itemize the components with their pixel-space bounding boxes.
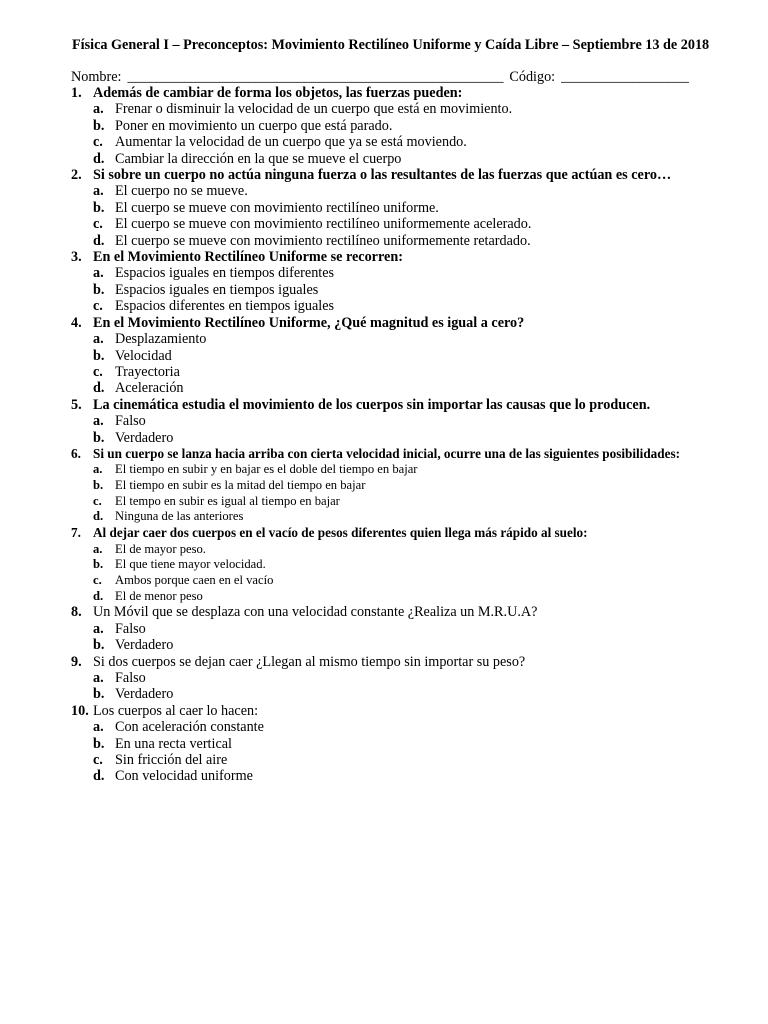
option-text: El de menor peso: [115, 588, 203, 603]
option-letter: a.: [93, 462, 103, 477]
question-5: [71, 397, 731, 446]
question-number: 2.: [71, 167, 82, 184]
question-text: Si sobre un cuerpo no actúa ninguna fuerza o las resultantes de las fuerzas que actúan es cero…: [93, 167, 672, 184]
option-text: Falso: [115, 413, 146, 430]
option-text: Trayectoria: [115, 363, 180, 380]
option-letter: d.: [93, 768, 105, 785]
question-number: 5.: [71, 396, 82, 413]
option-text: Sin fricción del aire: [115, 752, 228, 769]
question-9: [71, 654, 731, 703]
option-letter: b.: [93, 637, 105, 654]
name-label: Nombre:: [71, 69, 122, 85]
answer-option: [71, 151, 731, 167]
option-letter: b.: [93, 478, 104, 493]
question-text: La cinemática estudia el movimiento de los cuerpos sin importar las causas que lo producen.: [93, 396, 651, 413]
option-letter: c.: [93, 134, 103, 151]
answer-option: [71, 413, 731, 429]
question-text: Si dos cuerpos se dejan caer ¿Llegan al mismo tiempo sin importar su peso?: [93, 653, 526, 670]
answer-option: [71, 462, 731, 478]
option-letter: a.: [93, 541, 103, 556]
option-text: Verdadero: [115, 637, 174, 654]
option-letter: c.: [93, 363, 103, 380]
answer-option: [71, 298, 731, 314]
option-text: Espacios iguales en tiempos diferentes: [115, 265, 335, 282]
option-text: Aumentar la velocidad de un cuerpo que ya se está moviendo.: [115, 134, 467, 151]
option-text: El tiempo en subir es la mitad del tiempo en bajar: [115, 478, 366, 493]
option-letter: c.: [93, 572, 102, 587]
option-text: Verdadero: [115, 686, 174, 703]
question-7: [71, 525, 731, 604]
option-letter: d.: [93, 509, 104, 524]
question-10: [71, 703, 731, 785]
option-letter: a.: [93, 719, 104, 736]
answer-option: [71, 265, 731, 281]
answer-option: [71, 768, 731, 784]
answer-option: [71, 670, 731, 686]
option-text: Ninguna de las anteriores: [115, 509, 244, 524]
question-4: [71, 315, 731, 397]
answer-option: [71, 736, 731, 752]
question-number: 3.: [71, 249, 82, 266]
option-text: En una recta vertical: [115, 735, 232, 752]
option-letter: c.: [93, 216, 103, 233]
question-3: [71, 249, 731, 315]
question-text: Los cuerpos al caer lo hacen:: [93, 702, 259, 719]
option-text: El tempo en subir es igual al tiempo en bajar: [115, 493, 340, 508]
option-text: Aceleración: [115, 380, 184, 397]
answer-option: [71, 364, 731, 380]
question-2: [71, 167, 731, 249]
question-1: [71, 85, 731, 167]
question-text: Al dejar caer dos cuerpos en el vacío de pesos diferentes quien llega más rápido al suelo:: [93, 525, 588, 541]
name-blank: _____________________________________________________: [127, 69, 504, 85]
answer-option: [71, 557, 731, 573]
answer-option: [71, 752, 731, 768]
question-number: 6.: [71, 445, 81, 461]
option-text: Con velocidad uniforme: [115, 768, 253, 785]
answer-option: [71, 621, 731, 637]
answer-option: [71, 430, 731, 446]
option-letter: b.: [93, 735, 105, 752]
question-number: 9.: [71, 653, 82, 670]
code-blank: __________________: [561, 69, 689, 85]
answer-option: [71, 478, 731, 494]
question-number: 7.: [71, 525, 81, 541]
option-letter: a.: [93, 183, 104, 200]
option-letter: c.: [93, 493, 102, 508]
option-text: Falso: [115, 670, 146, 686]
option-letter: b.: [93, 117, 105, 134]
question-number: 1.: [71, 85, 82, 101]
option-text: Ambos porque caen en el vacío: [115, 572, 274, 587]
question-text: En el Movimiento Rectilíneo Uniforme, ¿Qué magnitud es igual a cero?: [93, 314, 525, 331]
option-letter: a.: [93, 101, 104, 118]
answer-option: [71, 380, 731, 396]
option-letter: b.: [93, 347, 105, 364]
answer-option: [71, 101, 731, 117]
code-label: Código:: [509, 69, 556, 85]
option-text: Espacios iguales en tiempos iguales: [115, 281, 319, 298]
option-text: Espacios diferentes en tiempos iguales: [115, 298, 335, 315]
question-text: Si un cuerpo se lanza hacia arriba con cierta velocidad inicial, ocurre una de las siguientes posibilidades:: [93, 445, 680, 461]
option-text: Falso: [115, 620, 146, 637]
answer-option: [71, 637, 731, 653]
option-text: El que tiene mayor velocidad.: [115, 557, 266, 572]
answer-option: [71, 183, 731, 199]
question-list: [71, 85, 731, 785]
option-text: Poner en movimiento un cuerpo que está parado.: [115, 117, 393, 134]
answer-option: [71, 573, 731, 589]
option-letter: d.: [93, 150, 105, 167]
option-text: El de mayor peso.: [115, 541, 206, 556]
option-text: El cuerpo se mueve con movimiento rectilíneo uniformemente retardado.: [115, 232, 531, 249]
answer-option: [71, 282, 731, 298]
question-text: Un Móvil que se desplaza con una velocidad constante ¿Realiza un M.R.U.A?: [93, 604, 538, 621]
answer-option: [71, 118, 731, 134]
answer-option: [71, 509, 731, 525]
name-code-line: [71, 69, 711, 86]
option-letter: b.: [93, 199, 105, 216]
option-letter: d.: [93, 380, 105, 397]
question-number: 8.: [71, 604, 82, 621]
option-text: Frenar o disminuir la velocidad de un cuerpo que está en movimiento.: [115, 101, 513, 118]
question-number: 4.: [71, 314, 82, 331]
question-text: Además de cambiar de forma los objetos, las fuerzas pueden:: [93, 85, 463, 101]
option-text: El tiempo en subir y en bajar es el doble del tiempo en bajar: [115, 462, 418, 477]
option-text: Desplazamiento: [115, 331, 207, 348]
question-text: En el Movimiento Rectilíneo Uniforme se recorren:: [93, 249, 403, 266]
option-letter: a.: [93, 620, 104, 637]
option-letter: b.: [93, 557, 104, 572]
answer-option: [71, 686, 731, 702]
answer-option: [71, 542, 731, 558]
answer-option: [71, 589, 731, 605]
option-text: El cuerpo se mueve con movimiento rectilíneo uniformemente acelerado.: [115, 216, 532, 233]
option-letter: a.: [93, 265, 104, 282]
answer-option: [71, 331, 731, 347]
answer-option: [71, 216, 731, 232]
document-title: Física General I – Preconceptos: Movimiento Rectilíneo Uniforme y Caída Libre – Septiembre 13 de 2018: [72, 37, 710, 53]
question-6: [71, 446, 731, 525]
option-letter: d.: [93, 588, 104, 603]
answer-option: [71, 494, 731, 510]
option-letter: c.: [93, 298, 103, 315]
answer-option: [71, 348, 731, 364]
option-letter: b.: [93, 281, 105, 298]
option-letter: b.: [93, 686, 105, 703]
answer-option: [71, 233, 731, 249]
option-letter: c.: [93, 752, 103, 769]
question-number: 10.: [71, 702, 89, 719]
option-text: El cuerpo se mueve con movimiento rectilíneo uniforme.: [115, 199, 439, 216]
option-letter: a.: [93, 331, 104, 348]
answer-option: [71, 134, 731, 150]
option-text: Cambiar la dirección en la que se mueve el cuerpo: [115, 150, 402, 167]
answer-option: [71, 200, 731, 216]
option-text: Velocidad: [115, 347, 172, 364]
option-text: Con aceleración constante: [115, 719, 264, 736]
answer-option: [71, 719, 731, 735]
option-letter: b.: [93, 429, 105, 446]
option-text: Verdadero: [115, 429, 174, 446]
option-letter: a.: [93, 413, 104, 430]
option-text: El cuerpo no se mueve.: [115, 183, 248, 200]
option-letter: a.: [93, 670, 104, 686]
question-8: [71, 604, 731, 653]
option-letter: d.: [93, 232, 105, 249]
